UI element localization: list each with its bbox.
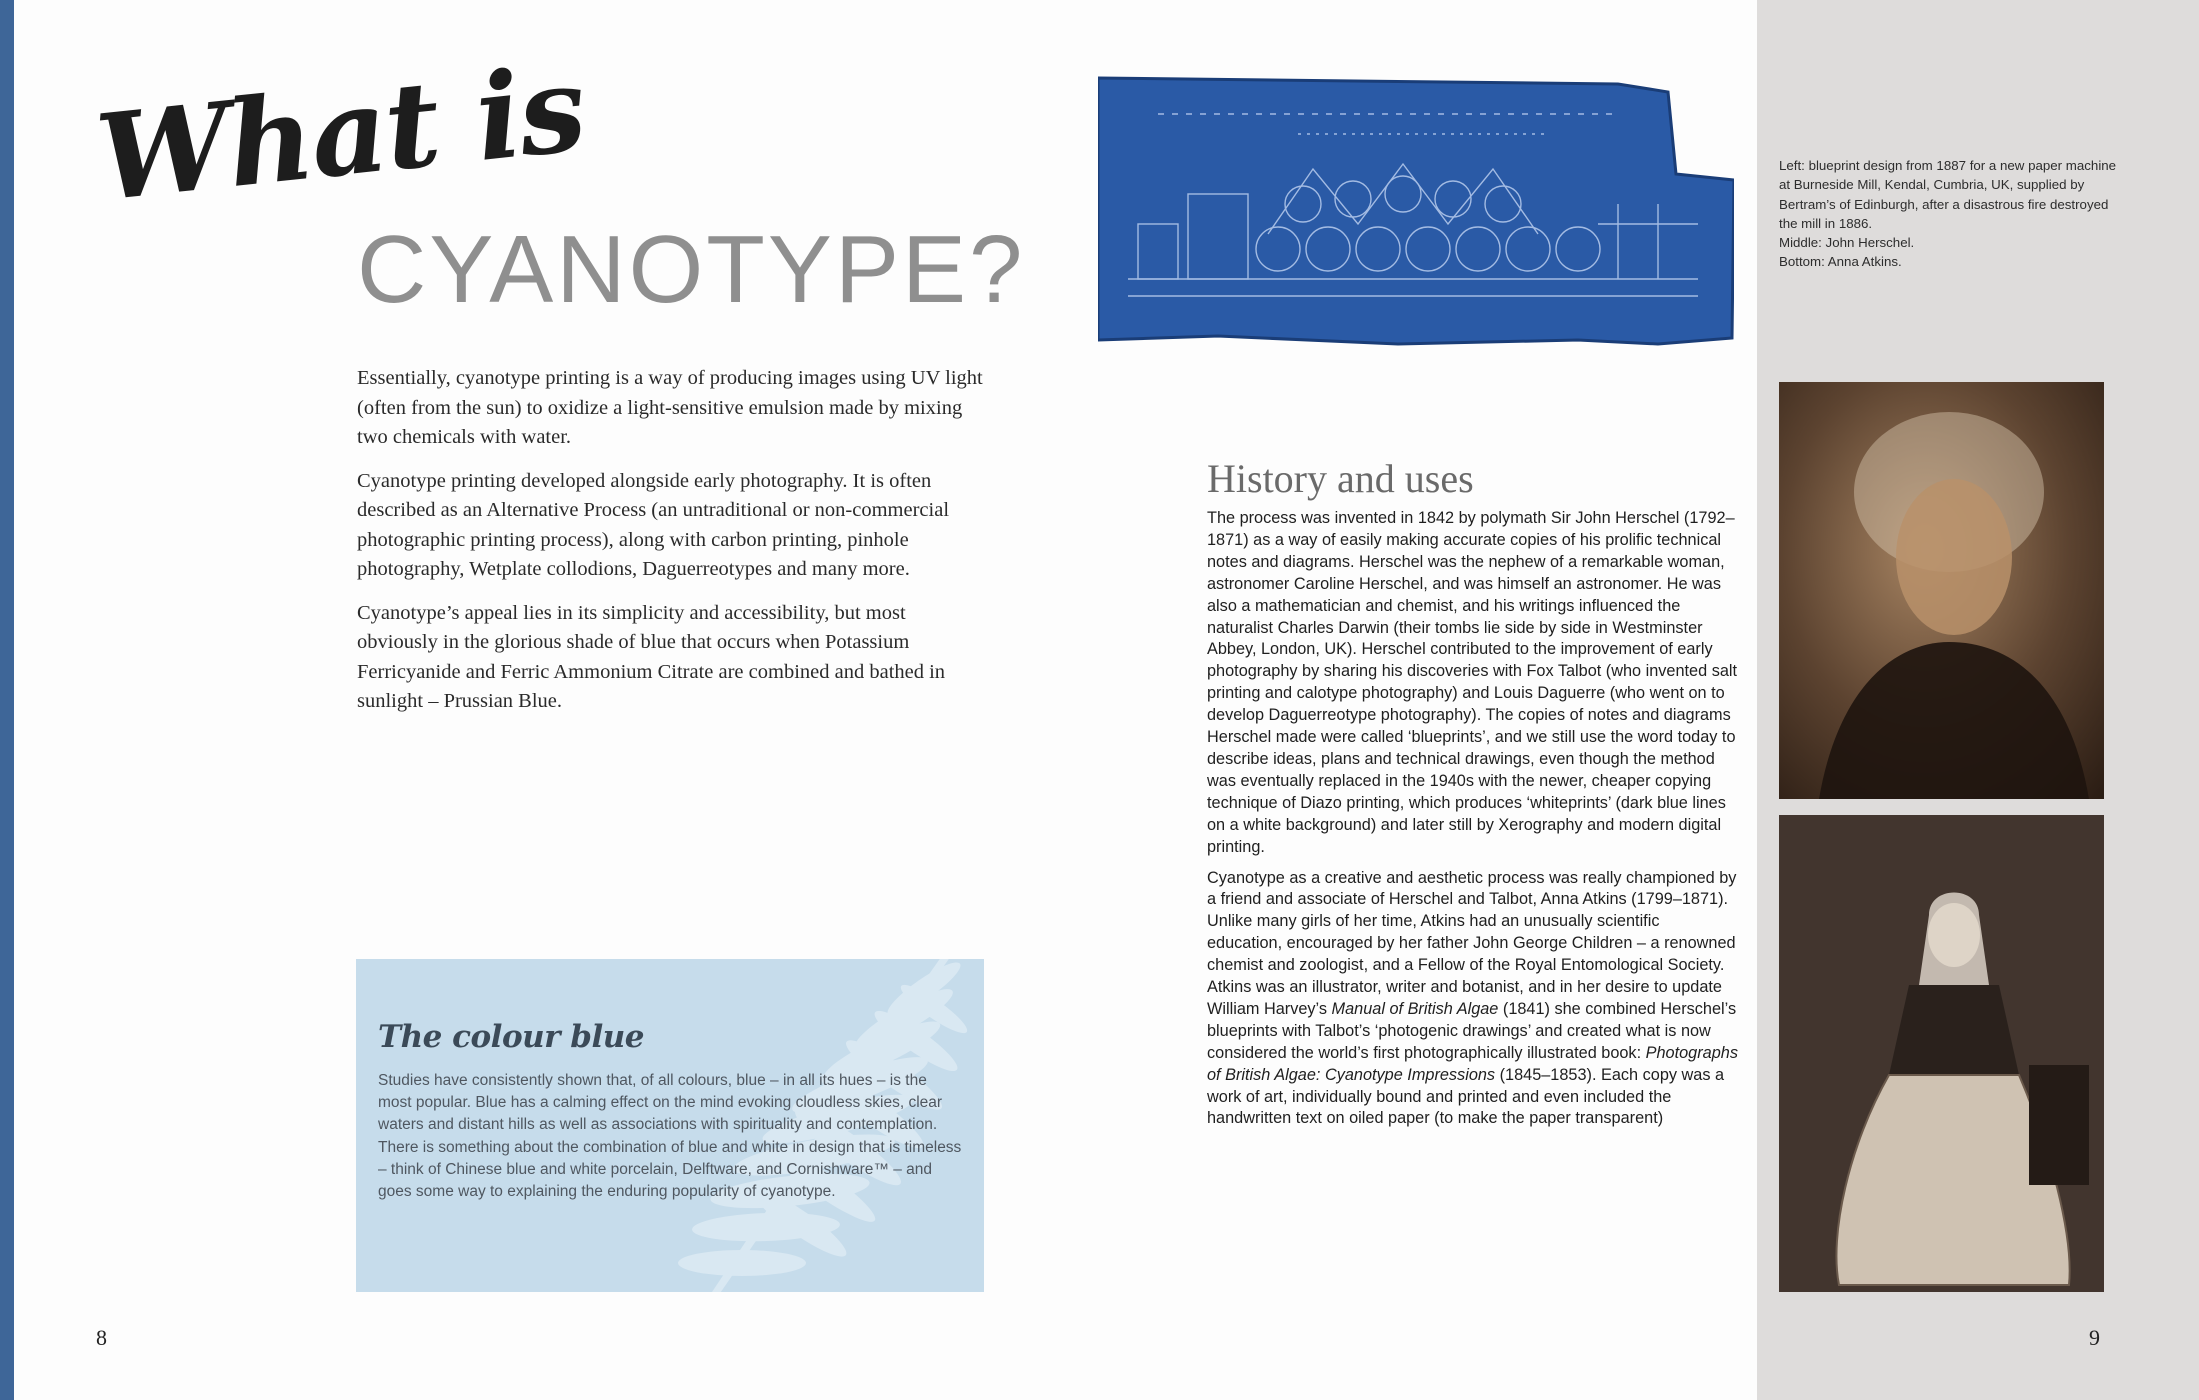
page-number-right: 9 — [2089, 1325, 2100, 1350]
portrait-anna-atkins — [1779, 815, 2104, 1292]
title-script: What is — [90, 38, 591, 228]
image-caption — [1779, 156, 2119, 272]
history-text — [1207, 508, 1739, 1139]
caption-line: Left: blueprint design from 1887 for a new paper machine at Burneside Mill, Kendal, Cumbria, UK, supplied by Bertram’s of Edinburgh, after a disastrous fire destroyed the mill in 1886. — [1779, 158, 2117, 231]
caption-line: Bottom: Anna Atkins. — [1779, 254, 1902, 270]
colour-box-title: The colour blue — [378, 1019, 645, 1055]
history-heading: History and uses — [1207, 456, 1474, 501]
page-number-left: 8 — [96, 1325, 107, 1350]
book-spine-edge — [0, 0, 14, 1400]
caption-line: Middle: John Herschel. — [1779, 235, 1915, 251]
title-main: CYANOTYPE? — [357, 216, 1026, 323]
intro-paragraph: Cyanotype printing developed alongside early photography. It is often described as an Alternative Process (an untraditional or non-commercial photographic printing process), along with carbon printing, pinhole photography, Wetplate collodions, Daguerreotypes and many more. — [357, 469, 950, 580]
colour-box-text: Studies have consistently shown that, of all colours, blue – in all its hues – is the most popular. Blue has a calming effect on the mind evoking cloudless skies, clear waters and distant hills as well as associations with spirituality and contemplation. There is something about the combination of blue and white in design that is timeless – think of Chinese blue and white porcelain, Delftware, and Cornishware™ – and goes some way to explaining the enduring popularity of cyanotype. — [378, 1072, 962, 1201]
portrait-john-herschel — [1779, 382, 2104, 799]
intro-text — [357, 364, 991, 731]
blueprint-image — [1098, 74, 1734, 354]
history-paragraph: The process was invented in 1842 by polymath Sir John Herschel (1792–1871) as a way of easily making accurate copies of his prolific technical notes and diagrams. Herschel was the nephew of a remarkable woman, astronomer Caroline Herschel, and was himself an astronomer. He was also a mathematician and chemist, and his writings influenced the naturalist Charles Darwin (their tombs lie side by side in Westminster Abbey, London, UK). Herschel contributed to the improvement of early photography by sharing his discoveries with Fox Talbot (who invented salt printing and calotype photography) and Louis Daguerre (who went on to develop Daguerreotype photography). The copies of notes and diagrams Herschel made were called ‘blueprints’, and we still use the word today to describe ideas, plans and technical drawings, even though the method was eventually replaced in the 1940s with the newer, cheaper copying technique of Diazo printing, which produces ‘whiteprints’ (dark blue lines on a white background) and later still by Xerography and modern digital printing. — [1207, 509, 1738, 856]
intro-paragraph: Essentially, cyanotype printing is a way of producing images using UV light (often from the sun) to oxidize a light-sensitive emulsion made by mixing two chemicals with water. — [357, 367, 983, 448]
history-paragraph: Cyanotype as a creative and aesthetic process was really championed by a friend and associate of Herschel and Talbot, Anna Atkins (1799–1871). Unlike many girls of her time, Atkins had an unusually scientific education, encouraged by her father John George Children – a renowned chemist and zoologist, and a Fellow of the Royal Entomological Society. Atkins was an illustrator, writer and botanist, and in her desire to update William Harvey’s Manual of British Algae (1841) she combined Herschel’s blueprints with Talbot’s ‘photogenic drawings’ and created what is now considered the world’s first photographically illustrated book: Photographs of British Algae: Cyanotype Impressions (1845–1853). Each copy was a work of art, individually bound and printed and even included the handwritten text on oiled paper (to make the paper transparent) — [1207, 868, 1738, 1128]
intro-paragraph: Cyanotype’s appeal lies in its simplicity and accessibility, but most obviously in the glorious shade of blue that occurs when Potassium Ferricyanide and Ferric Ammonium Citrate are combined and bathed in sunlight – Prussian Blue. — [357, 601, 946, 712]
colour-blue-box — [356, 959, 984, 1292]
